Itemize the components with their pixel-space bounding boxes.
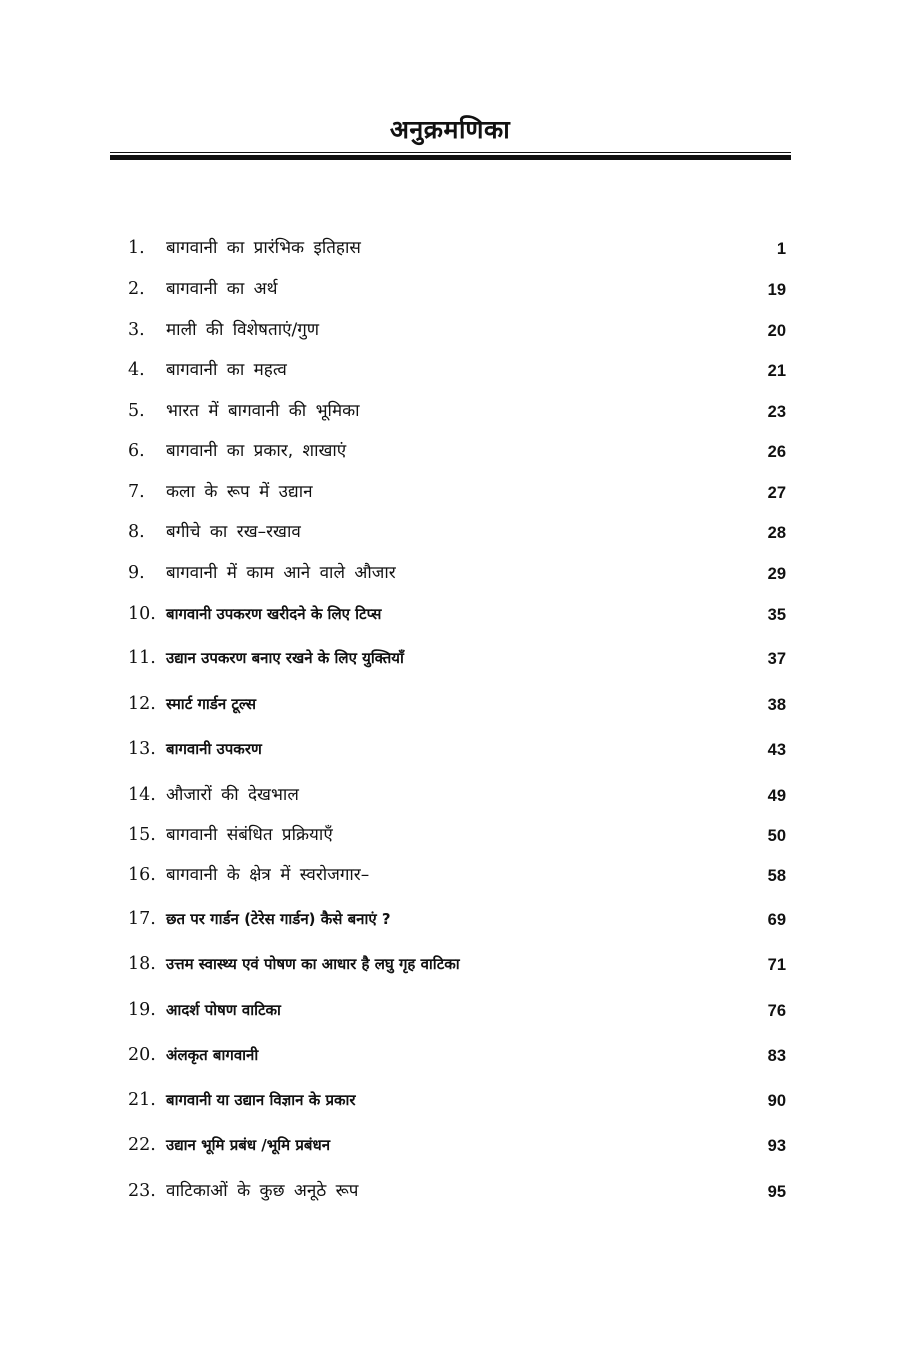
- title-rule-thin: [110, 152, 791, 153]
- entry-page: 20: [767, 322, 786, 340]
- entry-page: 90: [767, 1092, 786, 1110]
- entry-title: माली की विशेषताएं/गुण: [166, 320, 320, 340]
- entry-page: 21: [767, 362, 786, 380]
- entry-number: 18.: [128, 954, 156, 974]
- entry-page: 38: [767, 696, 786, 714]
- toc-entry[interactable]: [0, 1130, 900, 1160]
- entry-title: उत्तम स्वास्थ्य एवं पोषण का आधार है लघु गृह वाटिका: [166, 955, 460, 973]
- entry-number: 1.: [128, 238, 145, 258]
- entry-page: 43: [767, 741, 786, 759]
- entry-number: 9.: [128, 563, 145, 583]
- entry-title: बागवानी का प्रकार, शाखाएं: [166, 441, 347, 461]
- entry-page: 37: [767, 650, 786, 668]
- entry-number: 19.: [128, 1000, 156, 1020]
- entry-title: औजारों की देखभाल: [166, 785, 299, 805]
- entry-page: 49: [767, 787, 786, 805]
- entry-number: 12.: [128, 694, 156, 714]
- entry-title: उद्यान उपकरण बनाए रखने के लिए युक्तियाँ: [166, 649, 404, 667]
- entry-page: 95: [767, 1183, 786, 1201]
- entry-number: 2.: [128, 279, 145, 299]
- entry-number: 13.: [128, 739, 156, 759]
- entry-title: कला के रूप में उद्यान: [166, 482, 313, 502]
- entry-title: बागवानी का अर्थ: [166, 279, 278, 299]
- entry-number: 22.: [128, 1135, 156, 1155]
- entry-page: 29: [767, 565, 786, 583]
- toc-entry[interactable]: [0, 995, 900, 1025]
- toc-entry[interactable]: [0, 355, 900, 385]
- entry-title: उद्यान भूमि प्रबंध /भूमि प्रबंधन: [166, 1136, 331, 1154]
- entry-number: 14.: [128, 785, 156, 805]
- toc-entry[interactable]: [0, 1176, 900, 1206]
- entry-number: 10.: [128, 604, 156, 624]
- entry-number: 17.: [128, 909, 156, 929]
- toc-entry[interactable]: [0, 517, 900, 547]
- entry-page: 28: [767, 524, 786, 542]
- toc-entry[interactable]: [0, 233, 900, 263]
- entry-title: बागवानी या उद्यान विज्ञान के प्रकार: [166, 1091, 356, 1109]
- entry-number: 7.: [128, 482, 145, 502]
- toc-entry[interactable]: [0, 599, 900, 629]
- entry-title: स्मार्ट गार्डन टूल्स: [166, 695, 257, 713]
- entry-number: 15.: [128, 825, 156, 845]
- entry-title: वाटिकाओं के कुछ अनूठे रूप: [166, 1181, 359, 1201]
- entry-page: 93: [767, 1137, 786, 1155]
- entry-title: अंलकृत बागवानी: [166, 1046, 259, 1064]
- toc-entry[interactable]: [0, 780, 900, 810]
- entry-number: 23.: [128, 1181, 156, 1201]
- entry-number: 20.: [128, 1045, 156, 1065]
- entry-page: 1: [776, 240, 786, 258]
- entry-page: 26: [767, 443, 786, 461]
- entry-page: 76: [767, 1002, 786, 1020]
- toc-entry[interactable]: [0, 643, 900, 673]
- toc-entry[interactable]: [0, 436, 900, 466]
- entry-page: 71: [767, 956, 786, 974]
- entry-number: 6.: [128, 441, 145, 461]
- entry-title: आदर्श पोषण वाटिका: [166, 1001, 281, 1019]
- entry-title: बागवानी उपकरण: [166, 740, 262, 758]
- toc-entry[interactable]: [0, 1040, 900, 1070]
- entry-page: 27: [767, 484, 786, 502]
- entry-title: भारत में बागवानी की भूमिका: [166, 401, 360, 421]
- entry-page: 58: [767, 867, 786, 885]
- toc-entry[interactable]: [0, 949, 900, 979]
- title-rule-thick: [110, 155, 791, 160]
- entry-number: 11.: [128, 648, 156, 668]
- entry-page: 23: [767, 403, 786, 421]
- entry-number: 3.: [128, 320, 145, 340]
- toc-entry[interactable]: [0, 396, 900, 426]
- entry-title: छत पर गार्डन (टेरेस गार्डन) कैसे बनाएं ?: [166, 910, 391, 928]
- entry-number: 8.: [128, 522, 145, 542]
- toc-entry[interactable]: [0, 274, 900, 304]
- toc-entry[interactable]: [0, 689, 900, 719]
- entry-number: 16.: [128, 865, 156, 885]
- entry-number: 21.: [128, 1090, 156, 1110]
- page-title: अनुक्रमणिका: [389, 115, 511, 144]
- toc-entry[interactable]: [0, 904, 900, 934]
- toc-entry[interactable]: [0, 734, 900, 764]
- toc-entry[interactable]: [0, 558, 900, 588]
- toc-entry[interactable]: [0, 1085, 900, 1115]
- entry-title: बागवानी में काम आने वाले औजार: [166, 563, 396, 583]
- toc-entry[interactable]: [0, 860, 900, 890]
- entry-page: 50: [767, 827, 786, 845]
- entry-title: बगीचे का रख–रखाव: [166, 522, 301, 542]
- entry-page: 69: [767, 911, 786, 929]
- entry-number: 4.: [128, 360, 145, 380]
- toc-entry[interactable]: [0, 820, 900, 850]
- entry-title: बागवानी संबंधित प्रक्रियाएँ: [166, 825, 333, 845]
- entry-page: 19: [767, 281, 786, 299]
- entry-title: बागवानी उपकरण खरीदने के लिए टिप्स: [166, 605, 382, 623]
- entry-page: 83: [767, 1047, 786, 1065]
- toc-entry[interactable]: [0, 477, 900, 507]
- entry-title: बागवानी का महत्व: [166, 360, 287, 380]
- entry-number: 5.: [128, 401, 145, 421]
- entry-page: 35: [767, 606, 786, 624]
- entry-title: बागवानी के क्षेत्र में स्वरोजगार–: [166, 865, 370, 885]
- toc-entry[interactable]: [0, 315, 900, 345]
- entry-title: बागवानी का प्रारंभिक इतिहास: [166, 238, 361, 258]
